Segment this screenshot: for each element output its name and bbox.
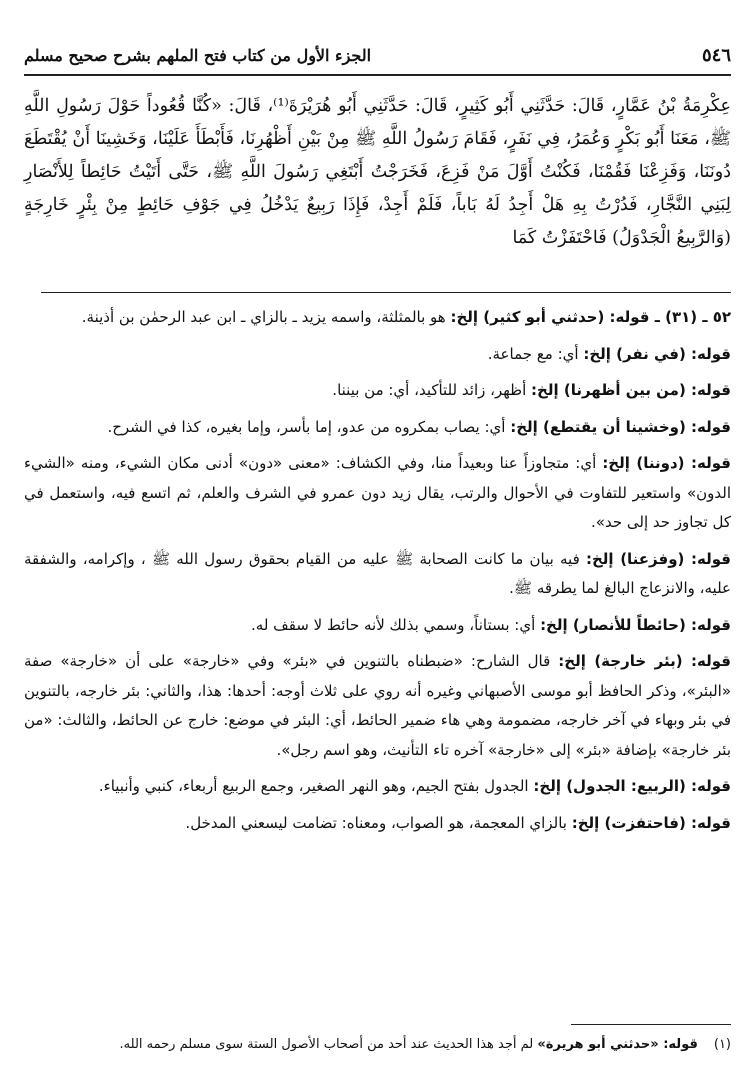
- commentary-text: أي: يصاب بمكروه من عدو، إما بأسر، وإما بغيره، كذا في الشرح.: [107, 417, 506, 436]
- commentary-label: قوله: (وخشينا أن يقتطع) إلخ:: [510, 417, 731, 436]
- commentary-label: قوله: (دوننا) إلخ:: [602, 454, 731, 472]
- commentary-text: أي: بستاناً، وسمي بذلك لأنه حائط لا سقف له.: [251, 615, 536, 634]
- commentary-paragraph: [24, 376, 731, 406]
- commentary-label: قوله: (حائطاً للأنصار) إلخ:: [540, 615, 731, 634]
- commentary: [24, 303, 731, 845]
- commentary-label: قوله: (وفزعنا) إلخ:: [585, 549, 731, 568]
- commentary-paragraph: [24, 303, 731, 333]
- footnote-divider: [571, 1024, 731, 1025]
- commentary-text: الجدول بفتح الجيم، وهو النهر الصغير، وجمع الربيع أربعاء، كنبي وأنبياء.: [98, 777, 529, 795]
- page-number: ٥٤٦: [701, 44, 731, 66]
- commentary-text: أي: متجاوزاً عنا وبعيداً منا، وفي الكشاف: «معنى «دون» أدنى مكان الشيء، ومنه «الشيء الدون» واستعير للتفاوت في الأحوال والرتب، يقال زيد دون عمرو في الشرف والعلم، ثم اتسع فيه، واستعمل في كل تجاوز حد إلى حد».: [24, 454, 731, 531]
- commentary-paragraph: [24, 647, 731, 765]
- footnote: [24, 1034, 731, 1056]
- commentary-paragraph: [24, 449, 731, 538]
- commentary-label: ٥٢ ـ (٣١) ـ قوله: (حدثني أبو كثير) إلخ:: [450, 308, 731, 326]
- footnote-number: (١): [713, 1037, 731, 1052]
- commentary-text: قال الشارح: «ضبطناه بالتنوين في «بئر» وفي «خارجة» على أن «خارجة» صفة «البئر»، وذكر الحافظ أبو موسى الأصبهاني وغيره أنه روي على ثلاث أوجه: أحدها: هذا، والثاني: بئر خارجه، بالتنوين في بئر وبهاء في آخر خارجه، مضمومة وهي هاء ضمير الحائط، أي: البئر في موضع: خارج عن الحائط، والثالث: «من بئر خارجة» بإضافة «بئر» إلى «خارجة» آخره تاء التأنيث، وهو اسم رجل».: [24, 652, 731, 759]
- footnote-quote: قوله: «حدثني أبو هريرة»: [537, 1037, 698, 1052]
- commentary-text: أي: مع جماعة.: [487, 344, 579, 363]
- commentary-label: قوله: (الربيع: الجدول) إلخ:: [533, 777, 731, 795]
- footnote-text: لم أجد هذا الحديث عند أحد من أصحاب الأصول الستة سوى مسلم رحمه الله.: [119, 1037, 534, 1052]
- commentary-paragraph: [24, 772, 731, 802]
- hadith-text: عِكْرِمَةُ بْنُ عَمَّارٍ، قَالَ: حَدَّثَنِي أَبُو كَثِيرٍ، قَالَ: حَدَّثَنِي أَبُو هُرَيْرَةَ⁽¹⁾، قَالَ: «كُنَّا قُعُوداً حَوْلَ رَسُولِ اللَّهِ ﷺ، مَعَنَا أَبُو بَكْرٍ وَعُمَرُ، فِي نَفَرٍ، فَقَامَ رَسُولُ اللَّهِ ﷺ مِنْ بَيْنِ أَظْهُرِنَا، فَأَبْطَأَ عَلَيْنَا، وَخَشِينَا أَنْ يُقْتَطَعَ دُونَنَا، وَفَزِعْنَا فَقُمْنَا، فَكُنْتُ أَوَّلَ مَنْ فَزِعَ، فَخَرَجْتُ أَبْتَغِي رَسُولَ اللَّهِ ﷺ، حَتَّى أَتَيْتُ حَائِطاً لِلأَنْصَارِ لِبَنِي النَّجَّارِ، فَدُرْتُ بِهِ هَلْ أَجِدُ لَهُ بَاباً، فَلَمْ أَجِدْ، فَإِذَا رَبِيعٌ يَدْخُلُ فِي جَوْفِ حَائِطٍ مِنْ بِئْرٍ خَارِجَةٍ (وَالرَّبِيعُ الْجَدْوَلُ) فَاحْتَفَزْتُ كَمَا: [24, 96, 731, 248]
- commentary-label: قوله: (من بين أظهرنا) إلخ:: [531, 381, 731, 399]
- commentary-paragraph: [24, 545, 731, 604]
- commentary-label: قوله: (في نفر) إلخ:: [583, 344, 731, 363]
- commentary-paragraph: [24, 340, 731, 370]
- commentary-paragraph: [24, 413, 731, 443]
- book-title: الجزء الأول من كتاب فتح الملهم بشرح صحيح مسلم: [24, 45, 372, 65]
- commentary-label: قوله: (بئر خارجة) إلخ:: [558, 652, 731, 670]
- commentary-text: بالزاي المعجمة، هو الصواب، ومعناه: تضامت ليسعني المدخل.: [185, 813, 567, 832]
- commentary-label: قوله: (فاحتفزت) إلخ:: [571, 813, 731, 832]
- commentary-text: هو بالمثلثة، واسمه يزيد ـ بالزاي ـ ابن عبد الرحمٰن بن أذينة.: [81, 308, 446, 326]
- commentary-paragraph: [24, 809, 731, 839]
- section-divider: [41, 292, 731, 293]
- commentary-text: فيه بيان ما كانت الصحابة ﷺ عليه من القيام بحقوق رسول الله ﷺ ، وإكرامه، والشفقة عليه، والانزعاج البالغ لما يطرقه ﷺ.: [24, 549, 731, 597]
- page-header: [24, 36, 731, 76]
- commentary-paragraph: [24, 611, 731, 641]
- commentary-text: أظهر، زائد للتأكيد، أي: من بيننا.: [332, 381, 527, 399]
